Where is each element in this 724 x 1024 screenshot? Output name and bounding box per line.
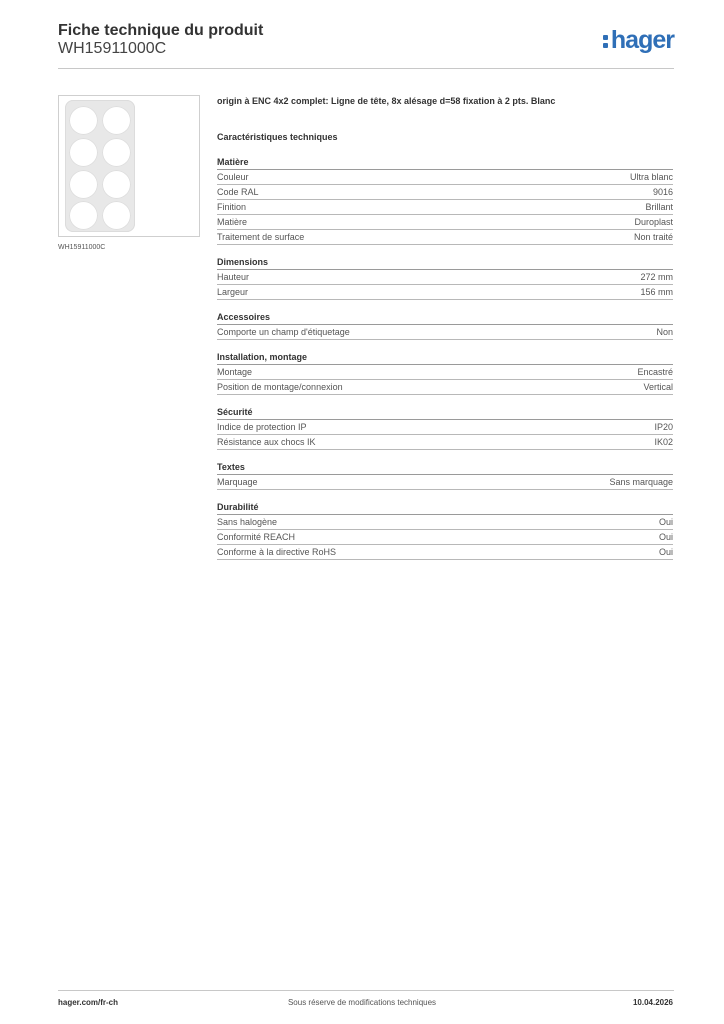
spec-value: 156 mm — [640, 287, 673, 297]
spec-row — [217, 200, 673, 215]
header-divider — [58, 68, 674, 69]
spec-value: Oui — [658, 532, 673, 542]
image-caption: WH15911000C — [58, 244, 106, 251]
spec-group-title: Installation, montage — [217, 351, 673, 365]
socket-hole-icon — [102, 138, 131, 167]
spec-value: Non — [656, 327, 673, 337]
spec-row — [217, 435, 673, 450]
spec-value: IP20 — [654, 422, 673, 432]
spec-value: Oui — [658, 547, 673, 557]
spec-row — [217, 215, 673, 230]
spec-row — [217, 420, 673, 435]
spec-label: Conforme à la directive RoHS — [217, 547, 337, 557]
spec-group — [217, 311, 673, 340]
spec-value: Vertical — [643, 382, 673, 392]
spec-value: IK02 — [654, 437, 673, 447]
spec-row — [217, 230, 673, 245]
section-heading: Caractéristiques techniques — [217, 132, 338, 142]
spec-value: Non traité — [633, 232, 673, 242]
spec-group-title: Matière — [217, 156, 673, 170]
spec-label: Code RAL — [217, 187, 259, 197]
spec-row — [217, 170, 673, 185]
spec-value: 9016 — [652, 187, 673, 197]
spec-value: Duroplast — [634, 217, 673, 227]
spec-group — [217, 501, 673, 560]
spec-label: Hauteur — [217, 272, 250, 282]
spec-group-title: Accessoires — [217, 311, 673, 325]
footer-website: hager.com/fr-ch — [58, 998, 119, 1007]
spec-row — [217, 325, 673, 340]
socket-hole-icon — [102, 106, 131, 135]
spec-label: Finition — [217, 202, 247, 212]
spec-value: Brillant — [645, 202, 673, 212]
spec-label: Indice de protection IP — [217, 422, 307, 432]
spec-row — [217, 515, 673, 530]
page-header — [58, 20, 674, 70]
spec-value: 272 mm — [640, 272, 673, 282]
spec-row — [217, 185, 673, 200]
spec-row — [217, 365, 673, 380]
spec-label: Montage — [217, 367, 253, 377]
socket-hole-icon — [69, 106, 98, 135]
spec-row — [217, 545, 673, 560]
spec-label: Largeur — [217, 287, 249, 297]
spec-group — [217, 156, 673, 245]
spec-label: Comporte un champ d'étiquetage — [217, 327, 350, 337]
product-code: WH15911000C — [58, 40, 167, 57]
cover-plate-illustration — [65, 100, 135, 232]
specifications — [217, 95, 673, 560]
footer-date: 10.04.2026 — [632, 998, 673, 1007]
spec-row — [217, 270, 673, 285]
spec-label: Conformité REACH — [217, 532, 296, 542]
document-title: Fiche technique du produit — [58, 22, 264, 39]
spec-groups — [217, 156, 673, 560]
spec-value: Oui — [658, 517, 673, 527]
spec-label: Marquage — [217, 477, 258, 487]
spec-label: Matière — [217, 217, 248, 227]
spec-value: Encastré — [637, 367, 673, 377]
spec-row — [217, 380, 673, 395]
spec-group-title: Dimensions — [217, 256, 673, 270]
spec-group-title: Durabilité — [217, 501, 673, 515]
spec-value: Sans marquage — [609, 477, 673, 487]
spec-label: Résistance aux chocs IK — [217, 437, 316, 447]
product-description: origin à ENC 4x2 complet: Ligne de tête, 8x alésage d=58 fixation à 2 pts. Blanc — [217, 96, 556, 106]
spec-label: Couleur — [217, 172, 249, 182]
footer-divider — [58, 990, 674, 991]
spec-group — [217, 406, 673, 450]
spec-value: Ultra blanc — [629, 172, 673, 182]
socket-hole-icon — [69, 170, 98, 199]
socket-hole-icon — [69, 201, 98, 230]
spec-row — [217, 530, 673, 545]
spec-row — [217, 475, 673, 490]
spec-group-title: Sécurité — [217, 406, 673, 420]
socket-hole-icon — [69, 138, 98, 167]
footer-notice: Sous réserve de modifications techniques — [287, 998, 437, 1007]
spec-group — [217, 351, 673, 395]
spec-label: Sans halogène — [217, 517, 278, 527]
hager-logo — [603, 26, 674, 55]
spec-label: Position de montage/connexion — [217, 382, 343, 392]
spec-group — [217, 256, 673, 300]
logo-dots-icon — [603, 28, 610, 50]
socket-hole-icon — [102, 201, 131, 230]
spec-group-title: Textes — [217, 461, 673, 475]
spec-row — [217, 285, 673, 300]
socket-hole-icon — [102, 170, 131, 199]
product-image — [58, 95, 200, 237]
logo-text: hager — [610, 26, 674, 54]
spec-group — [217, 461, 673, 490]
spec-label: Traitement de surface — [217, 232, 305, 242]
